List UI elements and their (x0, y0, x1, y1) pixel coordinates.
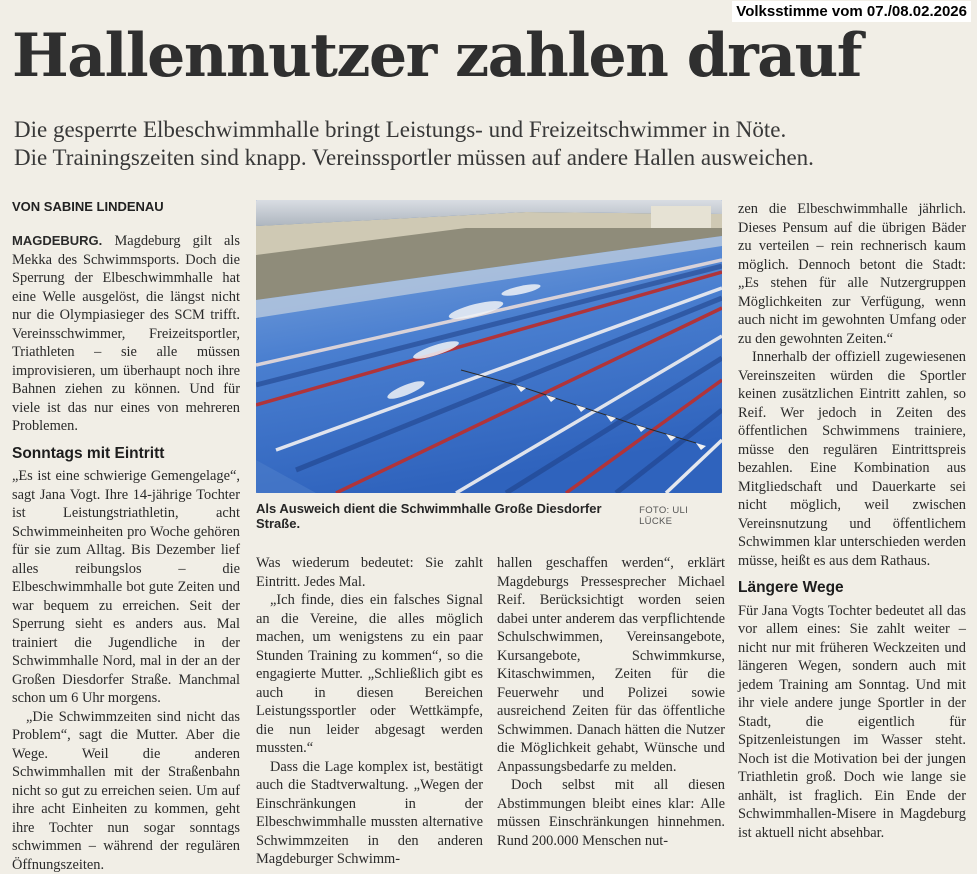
paragraph: Für Jana Vogts Tochter bedeutet all das vor allem eines: Sie zahlt weiter – nicht nur mit früheren Weckzeiten und längeren Wegen, sondern auch mit jedem Training am Sonntag. Und mit ihr viele andere junge Sportler in der Stadt, die eigentlich für Spitzenleistungen im Wasser steht. Noch ist die Motivation bei der jungen Triathletin groß. Doch wie lange sie anhält, ist fraglich. Ein Ende der Schwimmhallen-Misere in Magdeburg ist aktuell nicht absehbar. (738, 602, 966, 843)
photo-caption (256, 501, 722, 531)
paragraph: „Ich finde, dies ein falsches Signal an die Vereine, die alles möglich machen, um wenigstens zu ein paar Stunden Training zu kommen“, so die engagierte Mutter. „Schließlich gibt es auch in diesen Bereichen Leistungssportler oder Wettkämpfe, die nun leider abgesagt werden mussten.“ (256, 591, 483, 758)
paragraph-text: Magdeburg gilt als Mekka des Schwimmsports. Doch die Sperrung der Elbeschwimmhalle hat eine Welle ausgelöst, die längst nicht nur die Olympiasieger des SCM trifft. Vereinsschwimmer, Freizeitsportler, Triathleten – sie alle müssen improvisieren, um überhaupt noch ihre Bahnen ziehen zu können. Und für viele ist das nur eines von mehreren Problemen. (12, 233, 240, 434)
pool-photo (256, 200, 722, 493)
deck-line-2: Die Trainingszeiten sind knapp. Vereinssportler müssen auf andere Hallen ausweichen. (14, 145, 814, 171)
subheading-sonntags: Sonntags mit Eintritt (12, 445, 240, 464)
article-column-1 (12, 232, 240, 874)
article-column-2 (256, 554, 483, 869)
paragraph: Dass die Lage komplex ist, bestätigt auch die Stadtverwaltung. „Wegen der Einschränkungen in der Elbeschwimmhalle mussten alternative Schwimmzeiten in den anderen Magdeburger Schwimm- (256, 758, 483, 869)
photo-credit: FOTO: ULI LÜCKE (639, 505, 722, 527)
subheading-laengere-wege: Längere Wege (738, 579, 966, 598)
paragraph: „Es ist eine schwierige Gemengelage“, sagt Jana Vogt. Ihre 14-jährige Tochter ist Leistungstriathletin, acht Schwimmeinheiten pro Woche gehören für sie zum Alltag. Bis Dezember lief alles reibungslos – die Elbeschwimmhalle bot gute Zeiten und war bequem zu erreichen. Seit der Sperrung sieht es anders aus. Mal trainiert die Jugendliche in der Schwimmhalle Nord, mal in der an der Großen Diesdorfer Straße. Manchmal schon um 6 Uhr morgens. (12, 467, 240, 708)
headline: Hallennutzer zahlen drauf (12, 18, 861, 94)
paragraph-intro (12, 232, 240, 436)
paragraph: Innerhalb der offiziell zugewiesenen Vereinszeiten würden die Sportler keinen zusätzlichen Eintritt zahlen, so Reif. Wer jedoch in Zeiten des öffentlichen Schwimmens trainiere, müsse den regulären Eintrittspreis bezahlen. Eine Kombination aus Mitgliedschaft und Dauerkarte sei nicht möglich, weil zwischen Vereinsnutzung und öffentlichem Schwimmen klar unterschieden werden müsse, heißt es aus dem Rathaus. (738, 348, 966, 570)
deck-line-1: Die gesperrte Elbeschwimmhalle bringt Leistungs- und Freizeitschwimmer in Nöte. (14, 117, 786, 143)
article-column-4 (738, 200, 966, 842)
paragraph: „Die Schwimmzeiten sind nicht das Problem“, sagt die Mutter. Aber die Wege. Weil die anderen Schwimmhallen mit der Straßenbahn nicht so gut zu erreichen seien. Um auf ihre acht Einheiten zu kommen, geht ihre Tochter nun sogar sonntags schwimmen – während der regulären Öffnungszeiten. (12, 708, 240, 874)
paragraph: Was wiederum bedeutet: Sie zahlt Eintritt. Jedes Mal. (256, 554, 483, 591)
swimming-pool-image (256, 200, 722, 493)
paragraph: zen die Elbeschwimmhalle jährlich. Dieses Pensum auf die übrigen Bäder zu verteilen – rein rechnerisch kaum möglich. Dennoch betont die Stadt: „Es stehen für alle Nutzergruppen Möglichkeiten zur Verfügung, wenn auch nicht im gewohnten Umfang oder zu den gewohnten Zeiten.“ (738, 200, 966, 348)
caption-text: Als Ausweich dient die Schwimmhalle Große Diesdorfer Straße. (256, 501, 639, 531)
author-byline: VON SABINE LINDENAU (12, 199, 164, 214)
article-column-3 (497, 554, 725, 850)
paragraph: Doch selbst mit all diesen Abstimmungen bleibt eines klar: Alle müssen Einschränkungen hinnehmen. Rund 200.000 Menschen nut- (497, 776, 725, 850)
source-label: Volksstimme vom 07./08.02.2026 (732, 1, 971, 22)
paragraph: hallen geschaffen werden“, erklärt Magdeburgs Pressesprecher Michael Reif. Berücksichtigt worden seien dabei unter anderem das verpflichtende Schulschwimmen, Vereinsangebote, Kursangebote, Schwimmkurse, Kitaschwimmen, Zeiten für die Feuerwehr und Polizei sowie ausreichend Zeiten für das öffentliche Schwimmen. Danach hätten die Nutzer die Möglichkeit gehabt, Wünsche und Anpassungsbedarfe zu melden. (497, 554, 725, 776)
dateline: MAGDEBURG. (12, 233, 102, 248)
